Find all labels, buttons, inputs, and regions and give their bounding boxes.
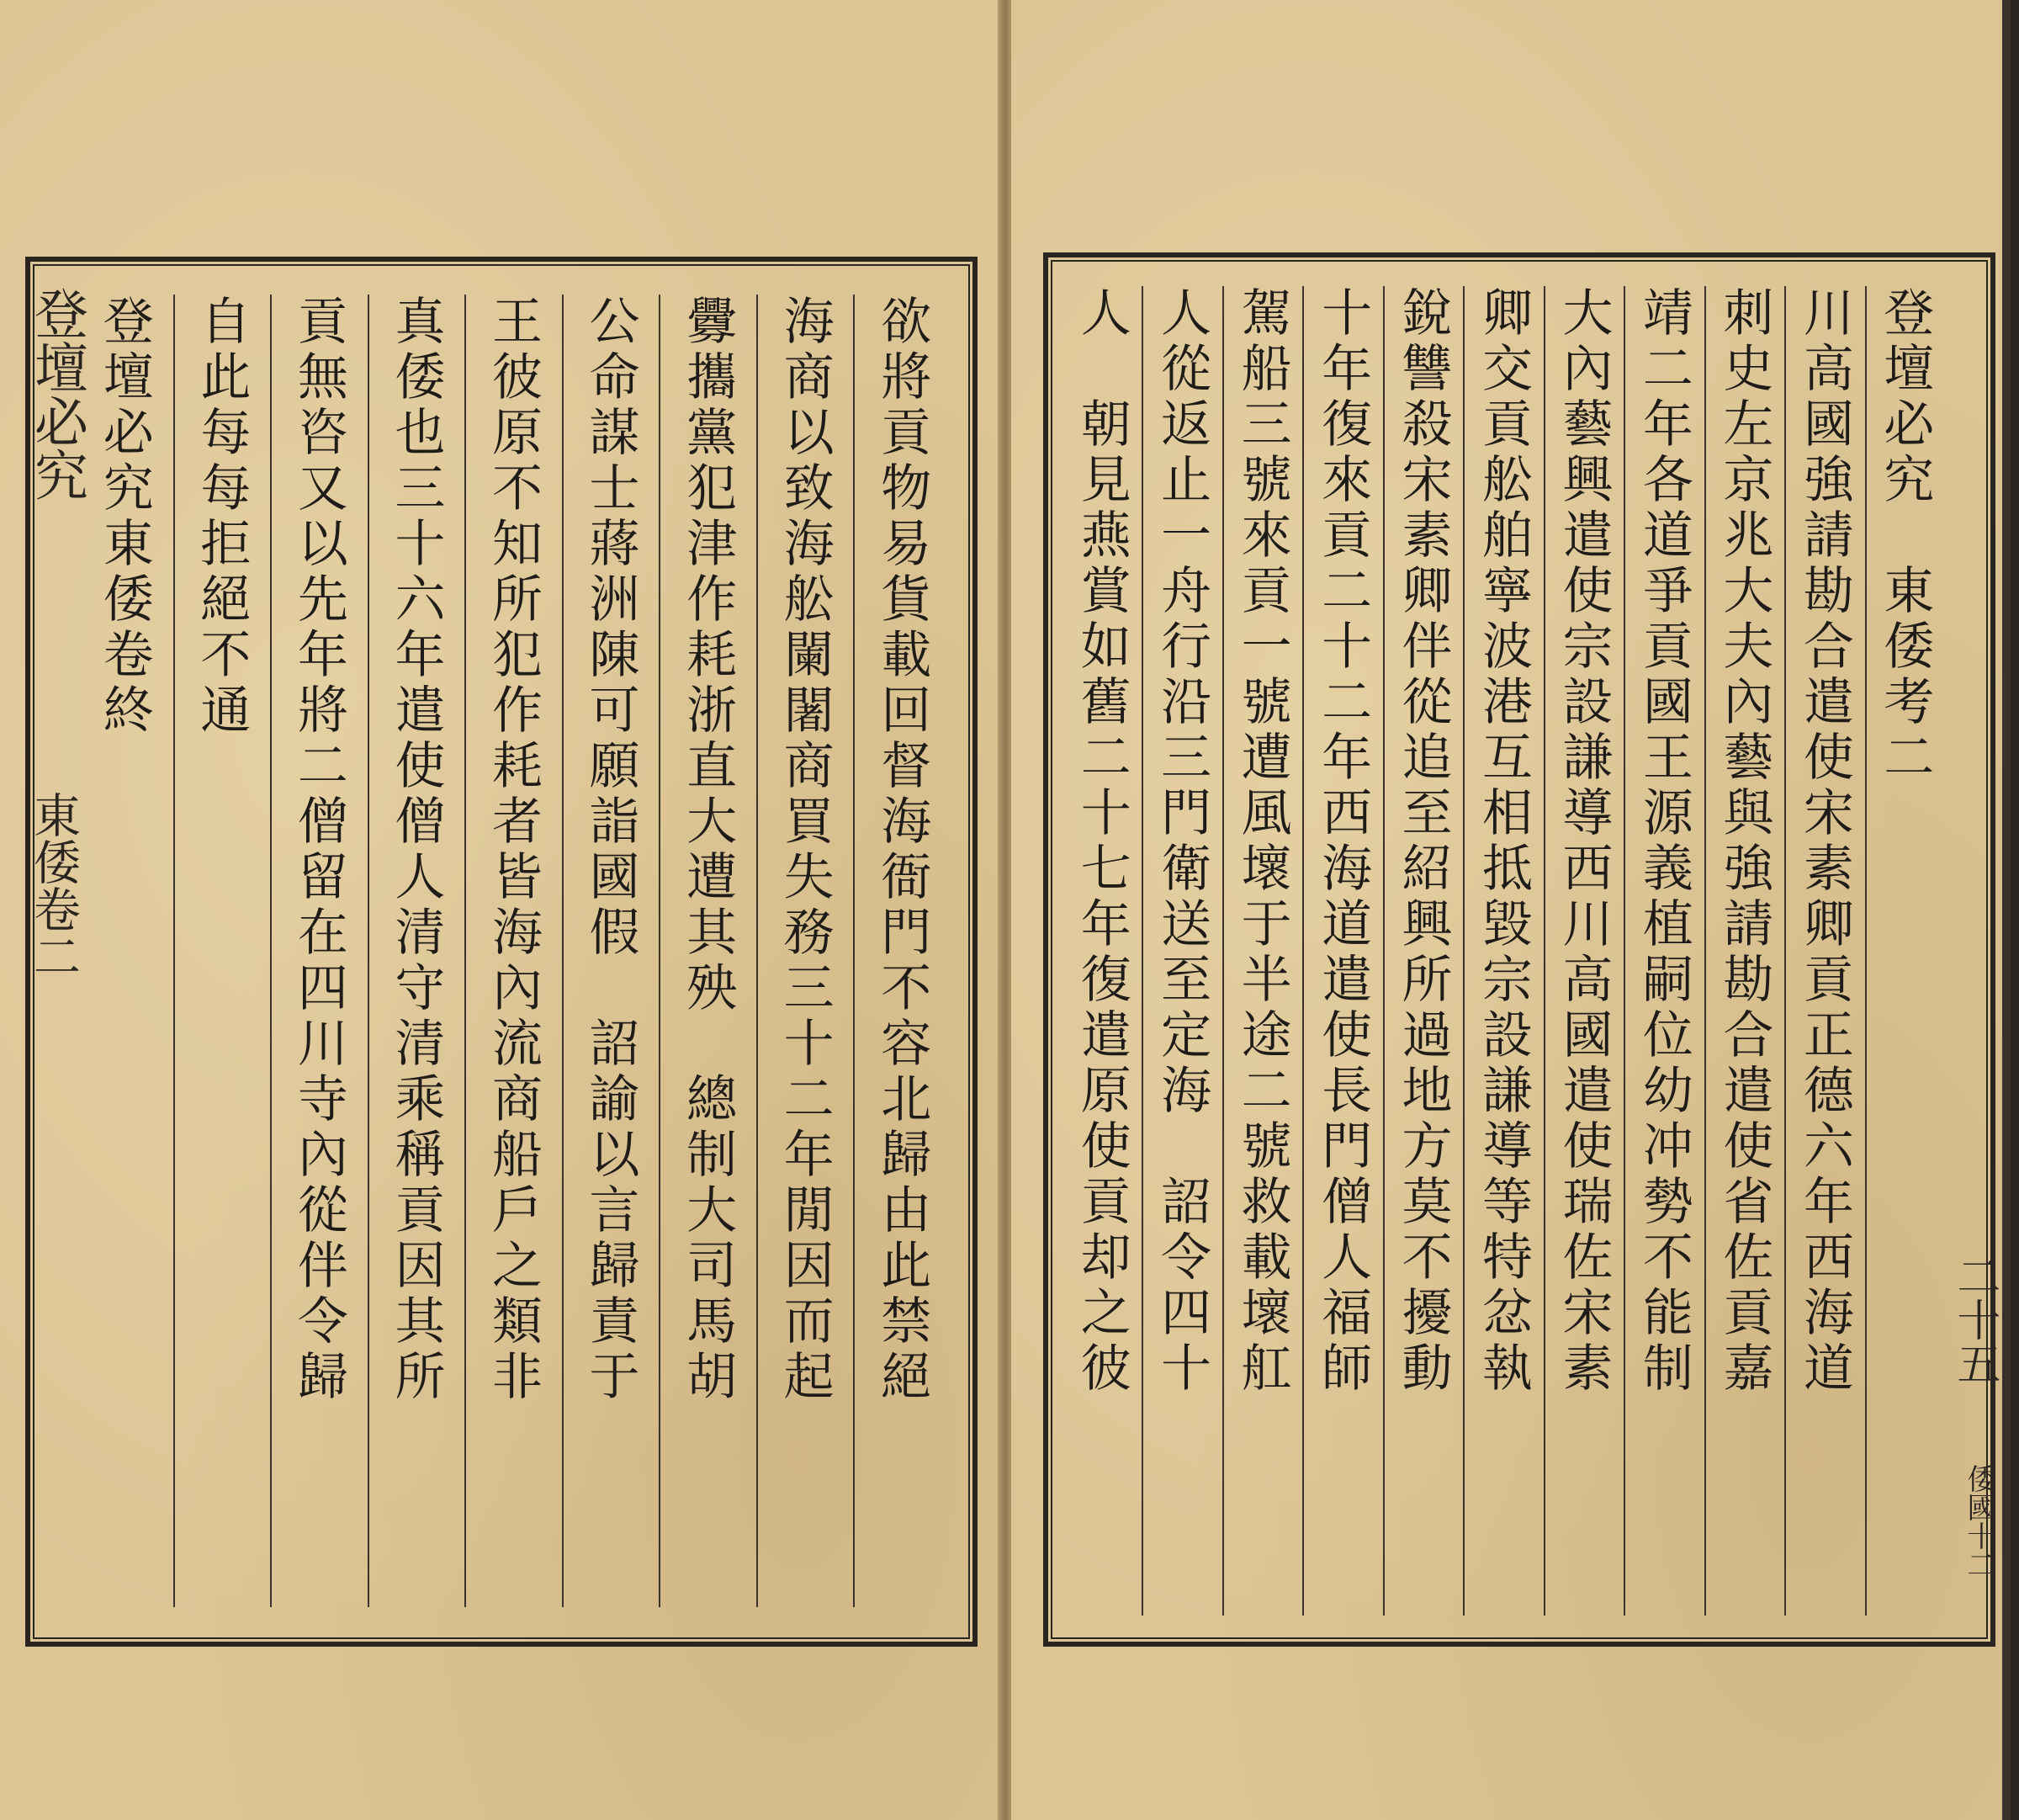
left-margin-title: 登壇必究 xyxy=(25,286,87,501)
text-column: 公命謀士蔣洲陳可願詣國假 詔諭以言歸責于 xyxy=(580,294,640,1405)
text-column: 海商以致海舩闌闍商買失務三十二年閒因而起 xyxy=(775,294,835,1405)
right-text-body xyxy=(1062,286,1945,1616)
text-column: 欲將貢物易貨載回督海衙門不容北歸由此禁絕 xyxy=(872,294,932,1405)
right-margin-page: 二十五 xyxy=(1949,1254,2000,1385)
column-rule xyxy=(1784,286,1786,1616)
column-rule xyxy=(464,294,466,1607)
text-column: 真倭也三十六年遣使僧人清守清乘稱貢因其所 xyxy=(386,294,446,1405)
text-column: 卿交貢舩舶寧波港互相抵毀宗設謙導等特忿執 xyxy=(1474,286,1533,1397)
text-column: 自此每每拒絕不通 xyxy=(192,294,252,739)
column-rule xyxy=(1383,286,1385,1616)
column-rule xyxy=(1142,286,1143,1616)
column-rule xyxy=(270,294,272,1607)
column-rule xyxy=(562,294,564,1607)
right-page xyxy=(1011,0,2011,1820)
text-column: 十年復來貢二十二年西海道遣使長門僧人福師 xyxy=(1313,286,1373,1397)
left-text-body xyxy=(76,294,951,1607)
page-header: 登壇必究 東倭考二 xyxy=(1875,286,1935,786)
column-rule xyxy=(1463,286,1465,1616)
text-column: 王彼原不知所犯作耗者皆海內流商船戶之類非 xyxy=(484,294,543,1405)
column-rule xyxy=(173,294,175,1607)
left-page xyxy=(0,0,999,1820)
closing-line: 登壇必究東倭卷終 xyxy=(94,294,154,739)
column-rule xyxy=(1302,286,1304,1616)
text-column: 靖二年各道爭貢國王源義植嗣位幼冲勢不能制 xyxy=(1634,286,1693,1397)
text-column: 銳讐殺宋素卿伴從追至紹興所過地方莫不擾動 xyxy=(1393,286,1453,1397)
text-column: 刺史左京兆大夫內藝與強請勘合遣使省佐貢嘉 xyxy=(1714,286,1774,1397)
column-rule xyxy=(756,294,758,1607)
left-margin-section: 東倭卷二 xyxy=(26,791,81,979)
column-rule xyxy=(659,294,660,1607)
column-rule xyxy=(1865,286,1867,1616)
text-column: 川高國強請勘合遣使宋素卿貢正德六年西海道 xyxy=(1794,286,1854,1397)
text-column: 駕船三號來貢一號遭風壞于半途二號救載壞舡 xyxy=(1232,286,1292,1397)
text-column: 人 朝見燕賞如舊二十七年復遣原使貢却之彼 xyxy=(1072,286,1131,1397)
column-rule xyxy=(1222,286,1224,1616)
column-rule xyxy=(1544,286,1545,1616)
text-column: 貢無咨又以先年將二僧留在四川寺內從伴令歸 xyxy=(289,294,348,1405)
column-rule xyxy=(1704,286,1706,1616)
text-column: 大內藝興遣使宗設謙導西川高國遣使瑞佐宋素 xyxy=(1554,286,1614,1397)
book-edge xyxy=(2002,0,2011,1820)
column-rule xyxy=(368,294,369,1607)
right-margin-section: 倭國十二 xyxy=(1962,1464,1995,1579)
column-rule xyxy=(1624,286,1625,1616)
text-column: 人從返止一舟行沿三門衛送至定海 詔令四十 xyxy=(1153,286,1212,1397)
text-column: 釁攜黨犯津作耗浙直大遭其殃 總制大司馬胡 xyxy=(678,294,738,1405)
column-rule xyxy=(853,294,855,1607)
